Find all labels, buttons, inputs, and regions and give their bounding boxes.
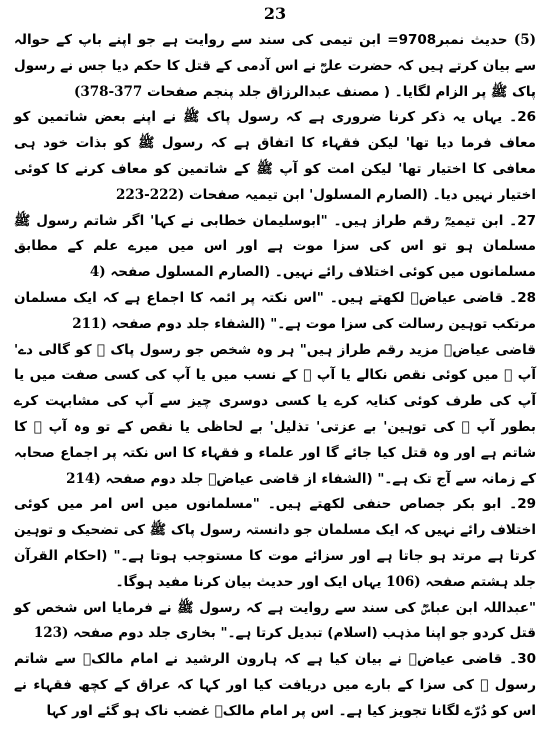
paragraph-27 bbox=[14, 209, 536, 286]
page-reference: 223-222) bbox=[115, 186, 185, 203]
paragraph-text: 26۔ یہاں یہ ذکر کرنا ضروری ہے کہ رسول پاک ﷺ نے اپنے بعض شاتمین کو معاف فرما دیا تھا' لیکن فقہاء کا اتفاق ہے کہ رسول ﷺ کو بذات خود ہی معافی کا اختیار تھا' لیکن امت کو آپ ﷺ کے شاتمین کو معاف کرنے کا کوئی اختیار نہیں دیا۔ (الصارم المسلول' ابن تیمیہ صفحات bbox=[14, 109, 536, 203]
paragraph-text: قاضی عیاضؒ مزید رقم طراز ہیں" ہر وہ شخص جو رسول پاک ﷺ کو گالی دے' آپ ﷺ میں کوئی نقص نکالے یا آپ ﷺ کے نسب میں یا آپ کی کسی صفت میں یا آپ کی طرف کوئی کنایہ کرے یا کسی دوسری چیز سے آپ کی مشابہت کرے بطور آپ ﷺ کی توہین' بے عزتی' تذلیل' بے لحاظی یا نقص کے تو وہ آپ ﷺ کا شاتم ہے اور وہ قتل کیا جائے گا اور علماء و فقہاء کا اس نکتہ پر اجماع صحابہ کے زمانہ سے آج تک ہے۔" (الشفاء از قاضی عیاضؒ جلد دوم صفحہ bbox=[14, 341, 536, 487]
paragraph-hadith-5 bbox=[14, 28, 536, 105]
paragraph-text: حدیث نمبر9708= ابن تیمی کی سند سے روایت ہے جو اپنے باپ کے حوالہ سے بیان کرتے ہیں کہ حضرت علیؓ نے اس آدمی کے قتل کا حکم دیا جس نے رسول پاک ﷺ پر الزام لگایا۔ ( مصنف عبدالرزاق جلد پنجم صفحات bbox=[14, 32, 536, 100]
page-reference: 214) bbox=[66, 470, 101, 487]
paragraph-ibn-abbas bbox=[14, 596, 536, 648]
page-number: 23 bbox=[263, 4, 287, 23]
paragraph-26 bbox=[14, 105, 536, 208]
paragraph-28 bbox=[14, 286, 536, 338]
document-body bbox=[14, 28, 536, 725]
paragraph-text: 27۔ ابن تیمیہؒ رقم طراز ہیں۔ "ابوسلیمان خطابی نے کہا' اگر شاتم رسول ﷺ مسلمان ہو تو اس کی سزا موت ہے اور اس میں میرے علم کے مطابق مسلمانوں میں کوئی اختلاف رائے نہیں۔ (الصارم المسلول صفحہ bbox=[14, 212, 536, 281]
page-reference: 123) bbox=[33, 625, 69, 642]
paragraph-text: "عبداللہ ابن عباسؓ کی سند سے روایت ہے کہ رسول ﷺ نے فرمایا اس شخص کو قتل کردو جو اپنا مذہب (اسلام) تبدیل کرتا ہے۔" بخاری جلد دوم صفحہ bbox=[14, 599, 536, 642]
page-reference: (378-377 bbox=[73, 83, 143, 100]
paragraph-text: 30۔ قاضی عیاضؒ نے بیان کیا ہے کہ ہارون الرشید نے امام مالکؒ سے شاتم رسول ﷺ کی سزا کے بارے میں دریافت کیا اور کہا کہ عراق کے کچھ فقہاء نے اس کو دُرّے لگانا تجویز کیا ہے۔ اس پر امام مالکؒ غضب ناک ہو گئے اور کہا bbox=[14, 651, 536, 719]
paragraph-text: 28۔ قاضی عیاضؒ لکھتے ہیں۔ "اس نکتہ پر ائمہ کا اجماع ہے کہ ایک مسلمان مرتکب توہین رسالت کی سزا موت ہے۔" (الشفاء جلد دوم صفحہ bbox=[14, 289, 536, 332]
page-reference: 4) bbox=[89, 264, 106, 281]
paragraph-qazi-iyaz bbox=[14, 338, 536, 493]
paragraph-tail: یہاں ایک اور حدیث بیان کرنا مفید ہوگا۔ bbox=[115, 573, 382, 590]
page-reference: 211) bbox=[72, 315, 107, 332]
page-reference: 106) bbox=[386, 573, 421, 590]
paragraph-text: 29۔ ابو بکر جصاص حنفی لکھتے ہیں۔ "مسلمانوں میں اس امر میں کوئی اختلاف رائے نہیں کہ ایک مسلمان جو دانستہ رسول پاک ﷺ کی تضحیک و توہین کرتا ہے مرتد ہو جاتا ہے اور سزائے موت کا مستوجب ہوتا ہے۔" (احکام القرآن جلد ہشتم صفحہ bbox=[14, 496, 536, 590]
paragraph-marker: (5) bbox=[513, 32, 537, 48]
paragraph-29 bbox=[14, 492, 536, 595]
paragraph-30 bbox=[14, 647, 536, 724]
